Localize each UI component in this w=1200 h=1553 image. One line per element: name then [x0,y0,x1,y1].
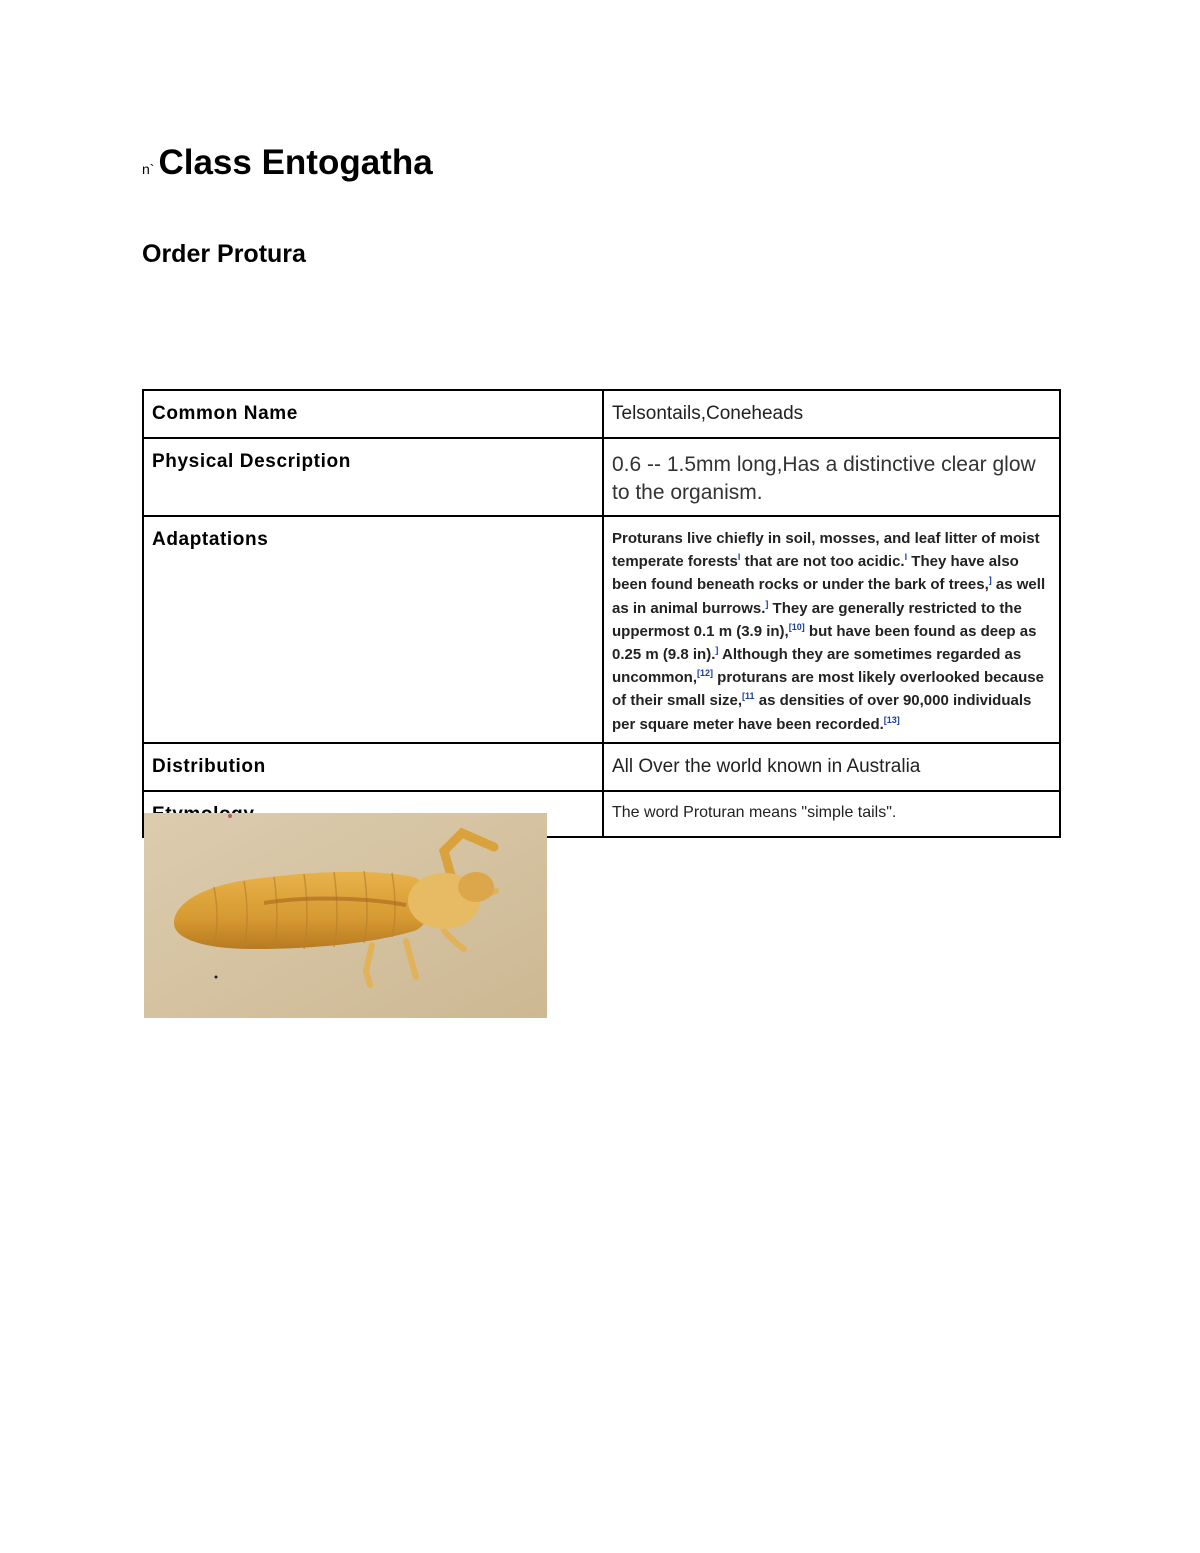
insect-head [458,872,494,902]
adaptations-text: They have also been found beneath rocks or under the bark of trees, [612,553,1019,594]
adaptations-text: They are generally restricted to the uppermost 0.1 m (3.9 in), [612,599,1022,640]
reference-link[interactable]: l [904,552,908,563]
row-label-common-name: Common Name [143,390,603,438]
protura-photo [144,813,547,1018]
adaptations-text: Proturans live chiefly in soil, mosses, and leaf litter of moist temperate forests [612,530,1040,571]
adaptations-text: proturans are most likely overlooked because of their small size, [612,669,1044,710]
title-prefix: n` [142,161,155,177]
row-label-physical-description: Physical Description [143,438,603,516]
row-label-adaptations: Adaptations [143,516,603,743]
reference-link[interactable]: [13] [883,714,900,725]
info-table [142,389,1061,838]
reference-link[interactable]: ] [988,575,992,586]
row-value-etymology: The word Proturan means "simple tails". [603,791,1060,837]
reference-link[interactable]: l [737,552,741,563]
adaptations-text: as well as in animal burrows. [612,576,1046,617]
reference-link[interactable]: [12] [697,668,714,679]
row-value-adaptations [603,516,1060,743]
page-title: Class Entogatha [158,143,433,182]
row-label-distribution: Distribution [143,743,603,791]
row-value-common-name: Telsontails,Coneheads [603,390,1060,438]
page-subtitle: Order Protura [142,240,306,268]
reference-link[interactable]: [10] [788,621,805,632]
reference-link[interactable]: [11 [742,691,755,702]
adaptations-text: that are not too acidic. [740,553,905,571]
adaptations-text: but have been found as deep as 0.25 m (9.8 in). [612,622,1037,664]
speck [215,976,218,979]
table-row [143,516,1060,743]
table-row [143,390,1060,438]
row-value-distribution: All Over the world known in Australia [603,743,1060,791]
table-row [143,743,1060,791]
table-row [143,438,1060,516]
row-value-physical-description: 0.6 -- 1.5mm long,Has a distinctive clear glow to the organism. [603,438,1060,516]
title-block [142,143,433,183]
reference-link[interactable]: ] [715,645,719,656]
adaptations-text: Although they are sometimes regarded as uncommon, [612,646,1022,687]
speck [228,814,232,818]
reference-link[interactable]: ] [765,598,769,609]
adaptations-text: as densities of over 90,000 individuals per square meter have been recorded. [612,692,1032,733]
